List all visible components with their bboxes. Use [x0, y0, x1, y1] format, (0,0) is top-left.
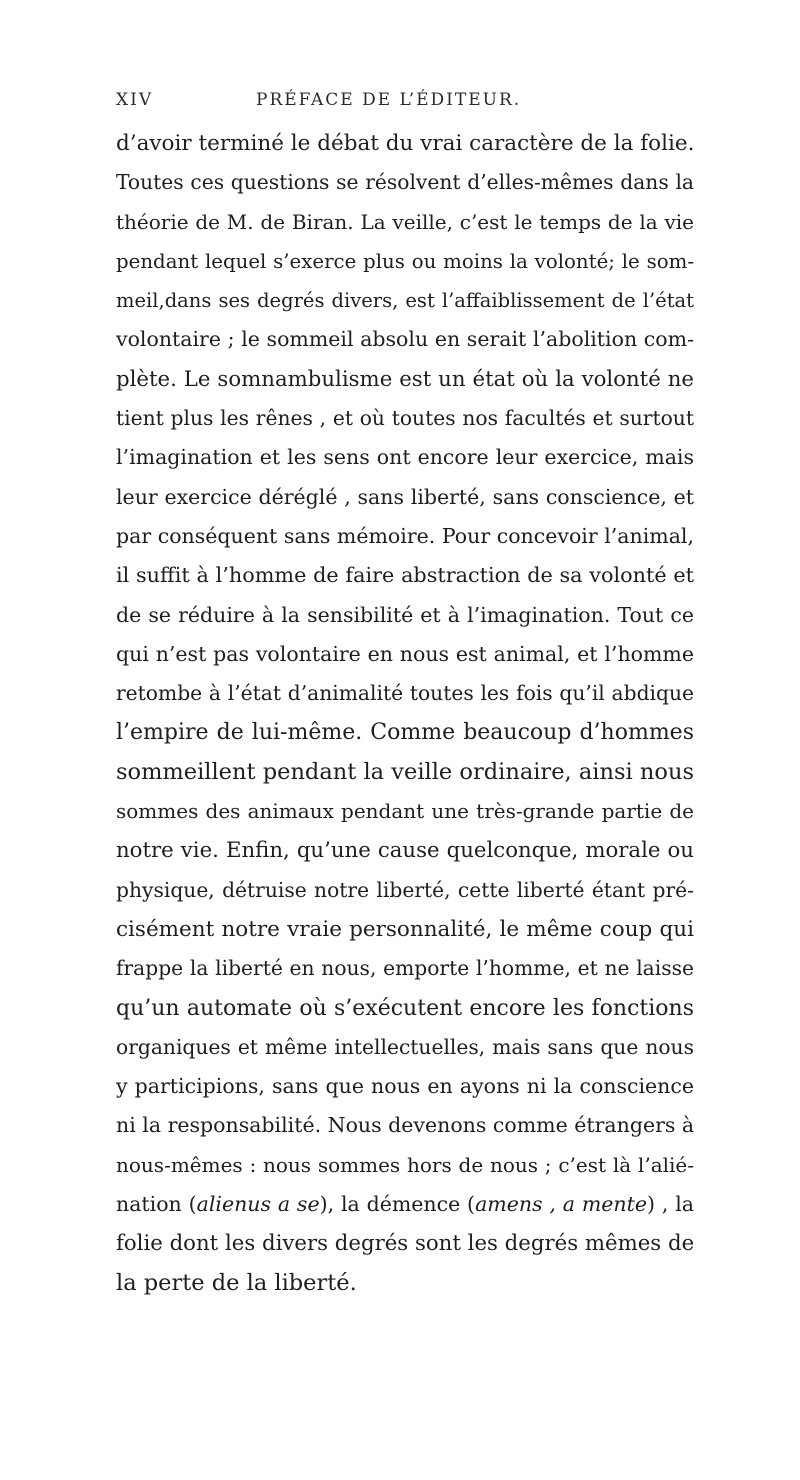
text-line: théorie de M. de Biran. La veille, c’est le temps de la vie — [116, 209, 694, 234]
text-line: y participions, sans que nous en ayons ni la conscience — [116, 1074, 694, 1099]
text-line: pendant lequel s’exerce plus ou moins la volonté; le som- — [116, 249, 694, 273]
text-line: retombe à l’état d’animalité toutes les fois qu’il abdique — [116, 681, 694, 706]
text-line-final: la perte de la liberté. — [116, 1269, 357, 1296]
text-line-with-latin — [116, 1185, 694, 1224]
latin-phrase-amens: amens , a mente — [475, 1192, 648, 1217]
text-line: l’imagination et les sens ont encore leur exercice, mais — [116, 445, 694, 470]
text-line: il suffit à l’homme de faire abstraction de sa volonté et — [116, 563, 694, 588]
text-line: par conséquent sans mémoire. Pour concevoir l’animal, — [116, 523, 694, 548]
text-line: de se réduire à la sensibilité et à l’imagination. Tout ce — [116, 602, 694, 627]
text-line: sommeillent pendant la veille ordinaire, ainsi nous — [116, 758, 694, 785]
text-line: notre vie. Enfin, qu’une cause quelconque, morale ou — [116, 838, 694, 864]
latin-phrase-alienus: alienus a se — [196, 1192, 320, 1217]
text-line: sommes des animaux pendant une très-grande partie de — [116, 799, 694, 824]
text-line: l’empire de lui-même. Comme beaucoup d’hommes — [116, 720, 694, 746]
text-line: cisément notre vraie personnalité, le même coup qui — [116, 916, 694, 942]
text-line: physique, détruise notre liberté, cette liberté étant pré- — [116, 877, 694, 902]
text-line: ni la responsabilité. Nous devenons comme étrangers à — [116, 1113, 694, 1138]
body-paragraph — [116, 124, 694, 1303]
text-line: volontaire ; le sommeil absolu en serait l’abolition com- — [116, 327, 694, 352]
text-line: nous-mêmes : nous sommes hors de nous ; c’est là l’alié- — [116, 1152, 694, 1177]
text-segment: nation ( — [116, 1192, 197, 1217]
text-segment: ) , la — [647, 1192, 694, 1217]
running-title: PRÉFACE DE L’ÉDITEUR. — [256, 90, 522, 110]
text-segment: ), la démence ( — [319, 1192, 476, 1217]
running-head — [116, 90, 696, 114]
text-line: qu’un automate où s’exécutent encore les fonctions — [116, 995, 694, 1021]
text-line: Toutes ces questions se résolvent d’elles-mêmes dans la — [116, 170, 694, 195]
page-number: XIV — [116, 90, 154, 110]
text-line: meil,dans ses degrés divers, est l’affaiblissement de l’état — [116, 289, 694, 313]
text-line: organiques et même intellectuelles, mais sans que nous — [116, 1034, 694, 1059]
text-line: d’avoir terminé le débat du vrai caractère de la folie. — [116, 131, 694, 156]
text-line: leur exercice déréglé , sans liberté, sans conscience, et — [116, 484, 694, 509]
text-line: tient plus les rênes , et où toutes nos facultés et surtout — [116, 406, 694, 431]
text-line: qui n’est pas volontaire en nous est animal, et l’homme — [116, 641, 694, 666]
text-line: folie dont les divers degrés sont les degrés mêmes de — [116, 1231, 694, 1257]
text-line: plète. Le somnambulisme est un état où la volonté ne — [116, 366, 694, 392]
text-line: frappe la liberté en nous, emporte l’homme, et ne laisse — [116, 956, 694, 981]
